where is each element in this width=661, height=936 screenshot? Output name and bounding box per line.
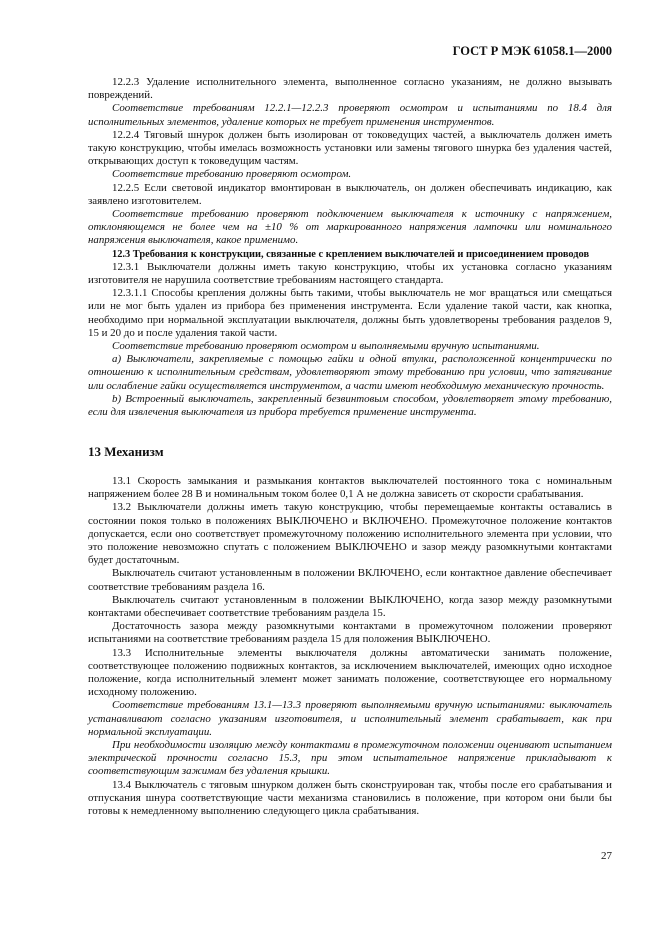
document-header: ГОСТ Р МЭК 61058.1—2000 xyxy=(452,44,612,58)
paragraph: Выключатель считают установленным в положении ВКЛЮЧЕНО, если контактное давление обеспечивает соответствие требованиям раздела 16. xyxy=(88,567,612,593)
compliance-note: Соответствие требованию проверяют осмотром и выполняемыми вручную испытаниями. xyxy=(112,340,540,353)
section-12-text xyxy=(88,76,612,419)
paragraph: 12.2.5 Если световой индикатор вмонтирован в выключатель, он должен обеспечивать индикацию, как заявлено изготовителем. xyxy=(88,181,612,207)
paragraph: 13.4 Выключатель с тяговым шнурком должен быть сконструирован так, чтобы после его срабатывания и отпускания шнура соответствующие части механизма становились в положение, при котором они были бы готовы к немедленному выполнению следующего цикла срабатывания. xyxy=(88,778,612,818)
section-13-text xyxy=(88,475,612,818)
paragraph: 12.3.1 Выключатели должны иметь такую конструкцию, чтобы их установка согласно указаниям изготовителя не нарушила соответствие требованиям настоящего стандарта. xyxy=(88,260,612,287)
compliance-note: При необходимости изоляцию между контактами в промежуточном положении оценивают испытанием электрической прочности согласно 15.3, при этом испытательное напряжение прикладывают к соответствующим зажимам без удаления крышки. xyxy=(88,739,612,778)
paragraph: Выключатель считают установленным в положении ВЫКЛЮЧЕНО, когда зазор между разомкнутыми контактами обеспечивает соответствие требованиям раздела 15. xyxy=(88,593,612,620)
page-number: 27 xyxy=(601,850,612,862)
paragraph: 13.1 Скорость замыкания и размыкания контактов выключателей постоянного тока с номинальным напряжением более 28 В и номинальным током более 0,1 А не должна зависеть от скорости срабатывания. xyxy=(88,475,612,501)
compliance-note: Соответствие требованиям 13.1—13.3 проверяют выполняемыми вручную испытаниями: выключатель устанавливают согласно указаниям изготовителя, и исполнительный элемент срабатывает, как при нормальной эксплуатации. xyxy=(88,699,612,738)
subsection-heading: 12.3 Требования к конструкции, связанные с креплением выключателей и присоединением проводов xyxy=(112,248,590,260)
paragraph: 13.2 Выключатели должны иметь такую конструкцию, чтобы перемещаемые контакты оставались в состоянии покоя только в положениях ВЫКЛЮЧЕНО и ВКЛЮЧЕНО. Промежуточное положение контактов допускается, если оно соответствует промежуточному положению исполнительного элемента при условии, что это положение невозможно спутать с положением ВЫКЛЮЧЕНО и зазор между разомкнутыми контактами будет достаточным. xyxy=(88,501,612,567)
compliance-note: a) Выключатели, закрепляемые с помощью гайки и одной втулки, расположенной концентрически по отношению к исполнительным средствам, удовлетворяют этому требованию при условии, что затягивание или ослабление гайки осуществляется инструментом, а части имеют необходимую механическую прочность. xyxy=(88,353,612,392)
compliance-note: Соответствие требованиям 12.2.1—12.2.3 проверяют осмотром и испытаниями по 18.4 для исполнительных элементов, удаление которых не требует применения инструментов. xyxy=(88,102,612,128)
paragraph: 12.3.1.1 Способы крепления должны быть такими, чтобы выключатель не мог вращаться или смещаться или не мог быть удален из прибора без применения инструмента. Если удаление такой части, как кнопка, необходимо при нормальной эксплуатации выключателя, должны быть удовлетворены требования разделов 9, 15 и 20 до и после удаления такой части. xyxy=(88,287,612,339)
paragraph: 12.2.3 Удаление исполнительного элемента, выполненное согласно указаниям, не должно вызывать повреждений. xyxy=(88,76,612,102)
paragraph: 12.2.4 Тяговый шнурок должен быть изолирован от токоведущих частей, а выключатель должен иметь такую конструкцию, чтобы имелась возможность установки или замены тягового шнурка без удаления частей, открывающих доступ к токоведущим частям. xyxy=(88,128,612,168)
paragraph: Достаточность зазора между разомкнутыми контактами в промежуточном положении проверяют испытаниями на соответствие требованиям раздела 15 для положения ВЫКЛЮЧЕНО. xyxy=(88,620,612,646)
compliance-note: Соответствие требованию проверяют подключением выключателя к источнику с напряжением, отклоняющемся не более чем на ±10 % от маркированного напряжения лампочки или номинального напряжения выключателя, какое применимо. xyxy=(88,208,612,247)
section-13 xyxy=(88,445,612,818)
compliance-note: b) Встроенный выключатель, закрепленный безвинтовым способом, удовлетворяет этому требованию, если для извлечения выключателя из прибора требуется применение инструмента. xyxy=(88,392,612,419)
paragraph: 13.3 Исполнительные элементы выключателя должны автоматически занимать положение, соответствующее положению подвижных контактов, за исключением выключателей, имеющих одно исходное положение, когда исполнительный элемент может занимать положение, соответствующее его нормальному исходному положению. xyxy=(88,646,612,699)
section-heading: 13 Механизм xyxy=(88,444,164,459)
compliance-note: Соответствие требованию проверяют осмотром. xyxy=(112,168,352,181)
